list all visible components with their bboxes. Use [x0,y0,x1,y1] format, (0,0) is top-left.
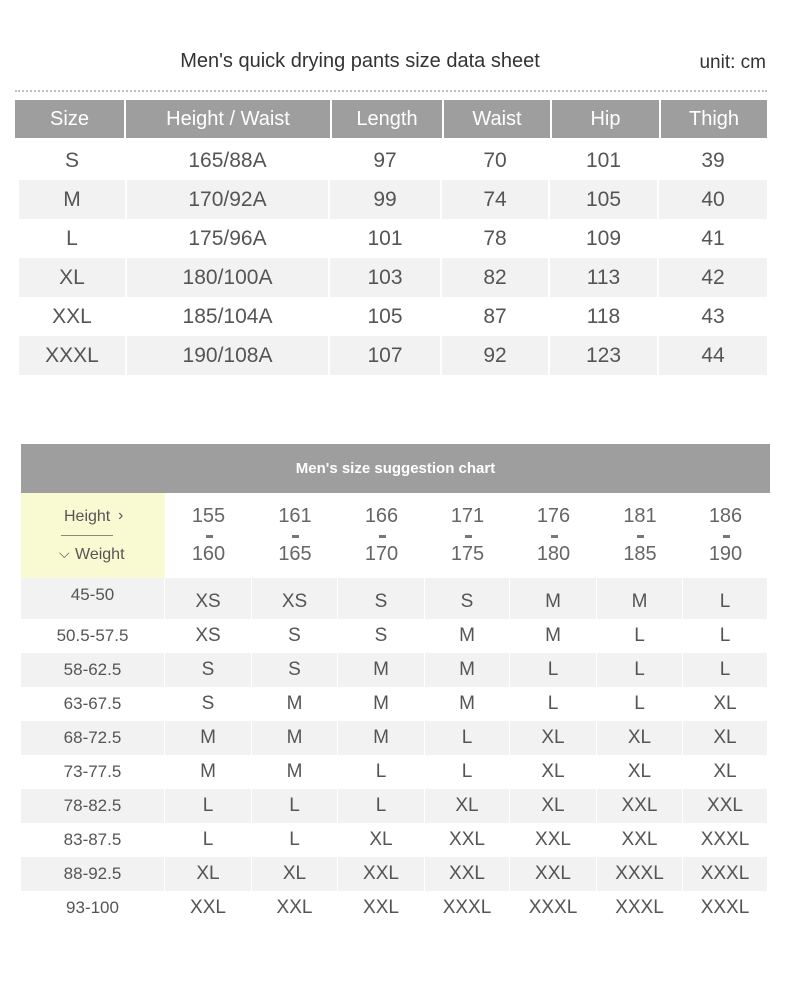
table-cell: L [19,219,127,258]
size-cell: L [338,755,425,789]
table-cell: XL [19,258,127,297]
size-cell: L [338,789,425,823]
size-cell: L [425,721,510,755]
table-cell: XXL [19,297,127,336]
size-cell: XXL [597,823,683,857]
size-cell: XXXL [683,823,768,857]
range-dash [551,535,558,538]
height-range-header [510,493,597,578]
weight-range-cell: 73-77.5 [21,755,165,789]
size-cell: M [165,721,252,755]
table-row [19,141,767,180]
weight-range-cell: 45-50 [21,578,165,619]
height-range-header [165,493,252,578]
size-suggestion-chart [21,444,770,925]
suggestion-chart-body [21,578,770,925]
table-cell: S [19,141,127,180]
size-cell: L [510,687,597,721]
size-cell: XL [510,789,597,823]
table-cell: 101 [330,219,442,258]
size-cell: M [425,687,510,721]
size-cell: XS [165,619,252,653]
table-cell: 118 [550,297,659,336]
weight-range-cell: 63-67.5 [21,687,165,721]
size-cell: XXL [510,823,597,857]
size-cell: L [683,578,768,619]
size-cell: M [510,619,597,653]
size-cell: S [165,653,252,687]
size-cell: XL [252,857,338,891]
size-table-body [15,141,767,375]
table-cell: 82 [442,258,550,297]
size-cell: L [597,619,683,653]
size-cell: L [510,653,597,687]
table-cell: 99 [330,180,442,219]
range-dash [637,535,644,538]
suggestion-chart-title: Men's size suggestion chart [21,444,770,493]
height-range-from: 186 [708,505,743,527]
size-cell: XL [597,755,683,789]
size-cell: S [165,687,252,721]
height-range-to: 175 [450,543,485,565]
sheet-title: Men's quick drying pants size data sheet [180,50,540,72]
size-cell: M [165,755,252,789]
size-cell: XL [165,857,252,891]
size-cell: M [252,755,338,789]
height-range-from: 176 [536,505,571,527]
table-row [21,721,770,755]
size-cell: M [510,578,597,619]
size-cell: S [338,619,425,653]
table-row [19,297,767,336]
size-cell: XL [683,755,768,789]
table-row [19,258,767,297]
height-range-to: 180 [536,543,571,565]
size-data-table [15,100,767,375]
size-cell: XXL [252,891,338,925]
weight-range-cell: 78-82.5 [21,789,165,823]
range-dash [292,535,299,538]
size-cell: XXXL [510,891,597,925]
chevron-right-icon: › [118,507,124,524]
range-dash [206,535,213,538]
size-cell: XL [510,721,597,755]
height-range-to: 185 [623,543,657,565]
table-cell: 107 [330,336,442,375]
column-header: Thigh [661,100,767,138]
size-cell: XL [597,721,683,755]
size-cell: XXL [338,891,425,925]
size-cell: XXL [683,789,768,823]
table-row [21,755,770,789]
weight-range-cell: 68-72.5 [21,721,165,755]
size-cell: M [425,619,510,653]
height-axis-label: Height [64,508,111,525]
table-cell: 101 [550,141,659,180]
size-cell: XS [165,578,252,619]
height-range-to: 160 [191,543,226,565]
table-cell: 41 [659,219,767,258]
size-cell: M [252,687,338,721]
table-cell: 105 [330,297,442,336]
weight-range-cell: 58-62.5 [21,653,165,687]
size-cell: L [252,789,338,823]
height-range-to: 190 [708,543,743,565]
size-cell: L [165,823,252,857]
height-range-header [683,493,768,578]
size-cell: L [252,823,338,857]
column-header: Length [332,100,444,138]
height-range-header [252,493,338,578]
size-cell: L [683,653,768,687]
table-cell: 40 [659,180,767,219]
size-cell: M [597,578,683,619]
column-header: Waist [444,100,552,138]
table-cell: 185/104A [127,297,330,336]
size-cell: XL [510,755,597,789]
weight-range-cell: 50.5-57.5 [21,619,165,653]
table-cell: 87 [442,297,550,336]
suggestion-chart-header [21,493,770,578]
table-row [21,653,770,687]
table-cell: 43 [659,297,767,336]
height-range-from: 166 [364,505,399,527]
weight-range-cell: 83-87.5 [21,823,165,857]
table-row [21,789,770,823]
column-header: Hip [552,100,661,138]
size-cell: M [425,653,510,687]
size-cell: XL [338,823,425,857]
size-cell: S [425,578,510,619]
unit-label: unit: cm [699,52,766,73]
size-cell: L [597,687,683,721]
weight-axis-label: Weight [75,546,125,563]
size-table-header [15,100,767,138]
size-cell: XL [683,721,768,755]
height-range-to: 165 [278,543,312,565]
column-header: Height / Waist [126,100,332,138]
size-cell: XS [252,578,338,619]
size-cell: M [338,687,425,721]
size-cell: XXL [165,891,252,925]
table-row [19,180,767,219]
size-cell: L [683,619,768,653]
size-cell: XXL [425,857,510,891]
size-cell: M [338,653,425,687]
table-cell: 42 [659,258,767,297]
range-dash [465,535,472,538]
column-header: Size [15,100,126,138]
table-cell: 74 [442,180,550,219]
height-range-from: 161 [278,505,312,527]
size-cell: XXXL [425,891,510,925]
table-row [19,336,767,375]
size-cell: S [252,653,338,687]
table-cell: 97 [330,141,442,180]
table-cell: 165/88A [127,141,330,180]
size-cell: XXL [510,857,597,891]
table-cell: 113 [550,258,659,297]
table-cell: 78 [442,219,550,258]
size-cell: XXXL [683,891,768,925]
size-cell: XXL [597,789,683,823]
table-cell: 105 [550,180,659,219]
height-range-header [425,493,510,578]
table-cell: 103 [330,258,442,297]
height-range-from: 181 [623,505,657,527]
height-range-header [338,493,425,578]
table-row [21,857,770,891]
weight-range-cell: 88-92.5 [21,857,165,891]
table-cell: 39 [659,141,767,180]
weight-range-cell: 93-100 [21,891,165,925]
table-cell: 70 [442,141,550,180]
size-cell: S [252,619,338,653]
size-cell: L [165,789,252,823]
table-cell: 44 [659,336,767,375]
chevron-down-icon: ⌵ [59,545,70,561]
size-cell: XXXL [597,857,683,891]
size-cell: M [338,721,425,755]
table-cell: 92 [442,336,550,375]
table-cell: 170/92A [127,180,330,219]
size-cell: XXL [338,857,425,891]
height-range-from: 171 [450,505,485,527]
size-cell: XXXL [683,857,768,891]
range-dash [379,535,386,538]
size-cell: XL [683,687,768,721]
size-cell: XXXL [597,891,683,925]
table-row [21,823,770,857]
table-row [21,619,770,653]
size-cell: XXL [425,823,510,857]
table-cell: 123 [550,336,659,375]
table-cell: 109 [550,219,659,258]
table-cell: 190/108A [127,336,330,375]
corner-divider [61,535,113,536]
table-cell: XXXL [19,336,127,375]
table-cell: M [19,180,127,219]
height-range-to: 170 [364,543,399,565]
size-cell: L [425,755,510,789]
size-cell: XL [425,789,510,823]
height-weight-corner [21,493,165,578]
size-cell: L [597,653,683,687]
table-row [21,891,770,925]
dotted-divider [15,90,767,92]
table-row [21,578,770,619]
size-cell: S [338,578,425,619]
table-cell: 180/100A [127,258,330,297]
table-row [21,687,770,721]
table-row [19,219,767,258]
range-dash [723,535,730,538]
size-cell: M [252,721,338,755]
height-range-from: 155 [191,505,226,527]
height-range-header [597,493,683,578]
table-cell: 175/96A [127,219,330,258]
